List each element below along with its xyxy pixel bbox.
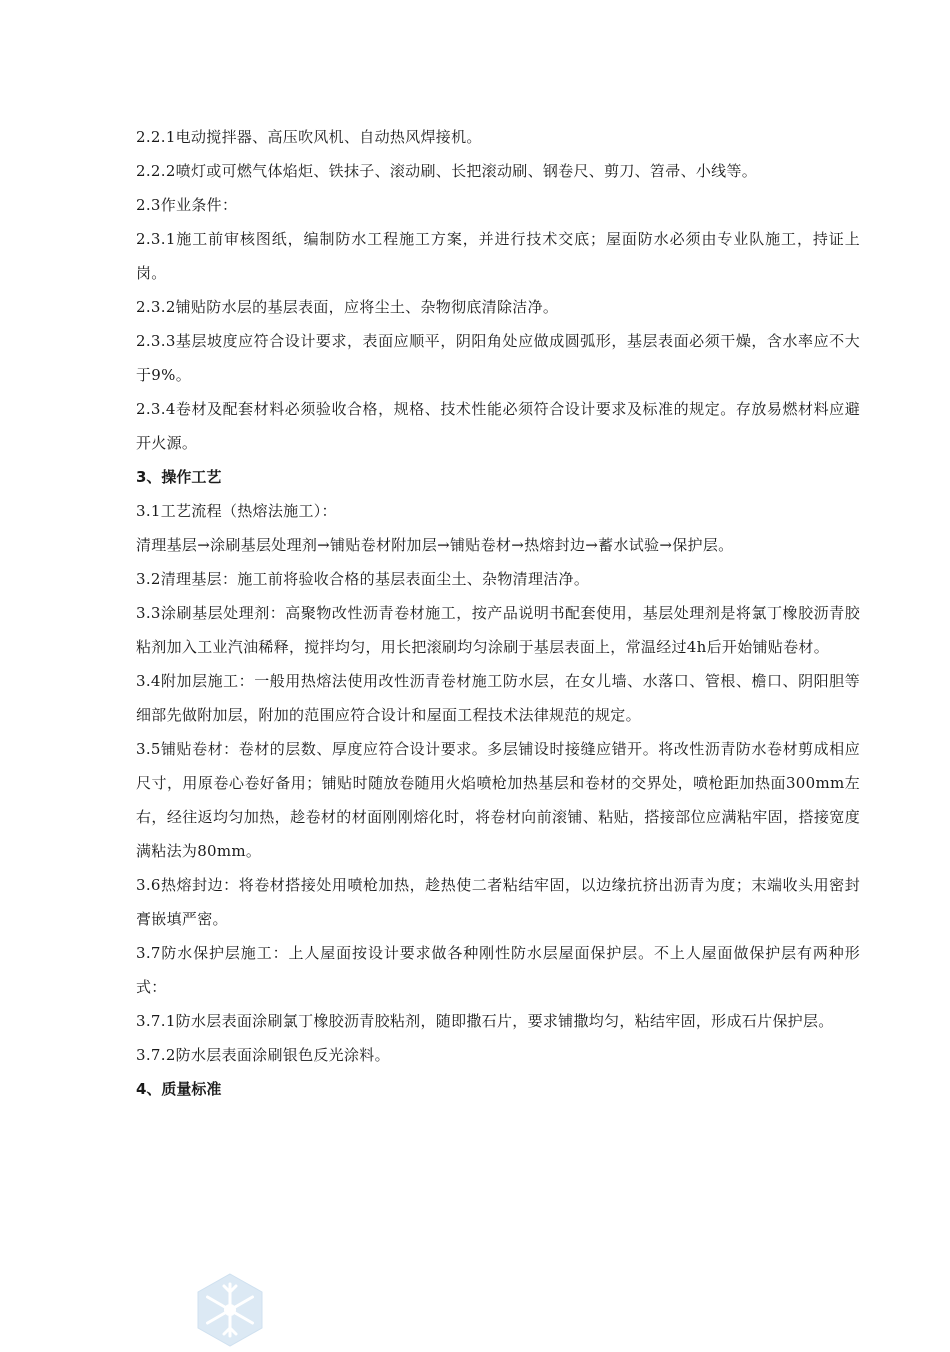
- document-body: [136, 120, 860, 1106]
- paragraph-2-3: 2.3作业条件：: [136, 196, 238, 214]
- paragraph-2-3-4: 2.3.4卷材及配套材料必须验收合格，规格、技术性能必须符合设计要求及标准的规定。存放易燃材料应避开火源。: [136, 400, 860, 452]
- paragraph-3-7: 3.7防水保护层施工：上人屋面按设计要求做各种刚性防水层屋面保护层。不上人屋面做保护层有两种形式：: [136, 944, 860, 996]
- paragraph-2-3-3: 2.3.3基层坡度应符合设计要求，表面应顺平，阴阳角处应做成圆弧形，基层表面必须干燥，含水率应不大于9%。: [136, 332, 860, 384]
- paragraph-process-flow: 清理基层→涂刷基层处理剂→铺贴卷材附加层→铺贴卷材→热熔封边→蓄水试验→保护层。: [136, 536, 734, 554]
- paragraph-3-7-1: 3.7.1防水层表面涂刷氯丁橡胶沥青胶粘剂，随即撒石片，要求铺撒均匀，粘结牢固，形成石片保护层。: [136, 1012, 834, 1030]
- paragraph-3-2: 3.2清理基层：施工前将验收合格的基层表面尘土、杂物清理洁净。: [136, 570, 590, 588]
- paragraph-3-6: 3.6热熔封边：将卷材搭接处用喷枪加热，趁热使二者粘结牢固，以边缘抗挤出沥青为度；末端收头用密封膏嵌填严密。: [136, 876, 860, 928]
- paragraph-3-7-2: 3.7.2防水层表面涂刷银色反光涂料。: [136, 1046, 390, 1064]
- paragraph-2-2-2: 2.2.2喷灯或可燃气体焰炬、铁抹子、滚动刷、长把滚动刷、钢卷尺、剪刀、笤帚、小线等。: [136, 162, 758, 180]
- section-heading-3: 3、操作工艺: [136, 468, 222, 486]
- paragraph-3-4: 3.4附加层施工：一般用热熔法使用改性沥青卷材施工防水层，在女儿墙、水落口、管根、檐口、阴阳胆等细部先做附加层，附加的范围应符合设计和屋面工程技术法律规范的规定。: [136, 672, 860, 724]
- paragraph-2-3-2: 2.3.2铺贴防水层的基层表面，应将尘土、杂物彻底清除洁净。: [136, 298, 559, 316]
- section-heading-4: 4、质量标准: [136, 1080, 222, 1098]
- paragraph-3-3: 3.3涂刷基层处理剂：高聚物改性沥青卷材施工，按产品说明书配套使用，基层处理剂是将氯丁橡胶沥青胶粘剂加入工业汽油稀释，搅拌均匀，用长把滚刷均匀涂刷于基层表面上，常温经过4h后开始铺贴卷材。: [136, 604, 860, 656]
- snowflake-icon: [192, 1272, 268, 1348]
- paragraph-2-3-1: 2.3.1施工前审核图纸，编制防水工程施工方案，并进行技术交底；屋面防水必须由专业队施工，持证上岗。: [136, 230, 860, 282]
- paragraph-3-5: 3.5铺贴卷材：卷材的层数、厚度应符合设计要求。多层铺设时接缝应错开。将改性沥青防水卷材剪成相应尺寸，用原卷心卷好备用；铺贴时随放卷随用火焰喷枪加热基层和卷材的交界处，喷枪距加热面300mm左右，经往返均匀加热，趁卷材的材面刚刚熔化时，将卷材向前滚铺、粘贴，搭接部位应满粘牢固，搭接宽度满粘法为80mm。: [136, 740, 860, 860]
- paragraph-3-1: 3.1工艺流程（热熔法施工）：: [136, 502, 337, 520]
- paragraph-2-2-1: 2.2.1电动搅拌器、高压吹风机、自动热风焊接机。: [136, 128, 482, 146]
